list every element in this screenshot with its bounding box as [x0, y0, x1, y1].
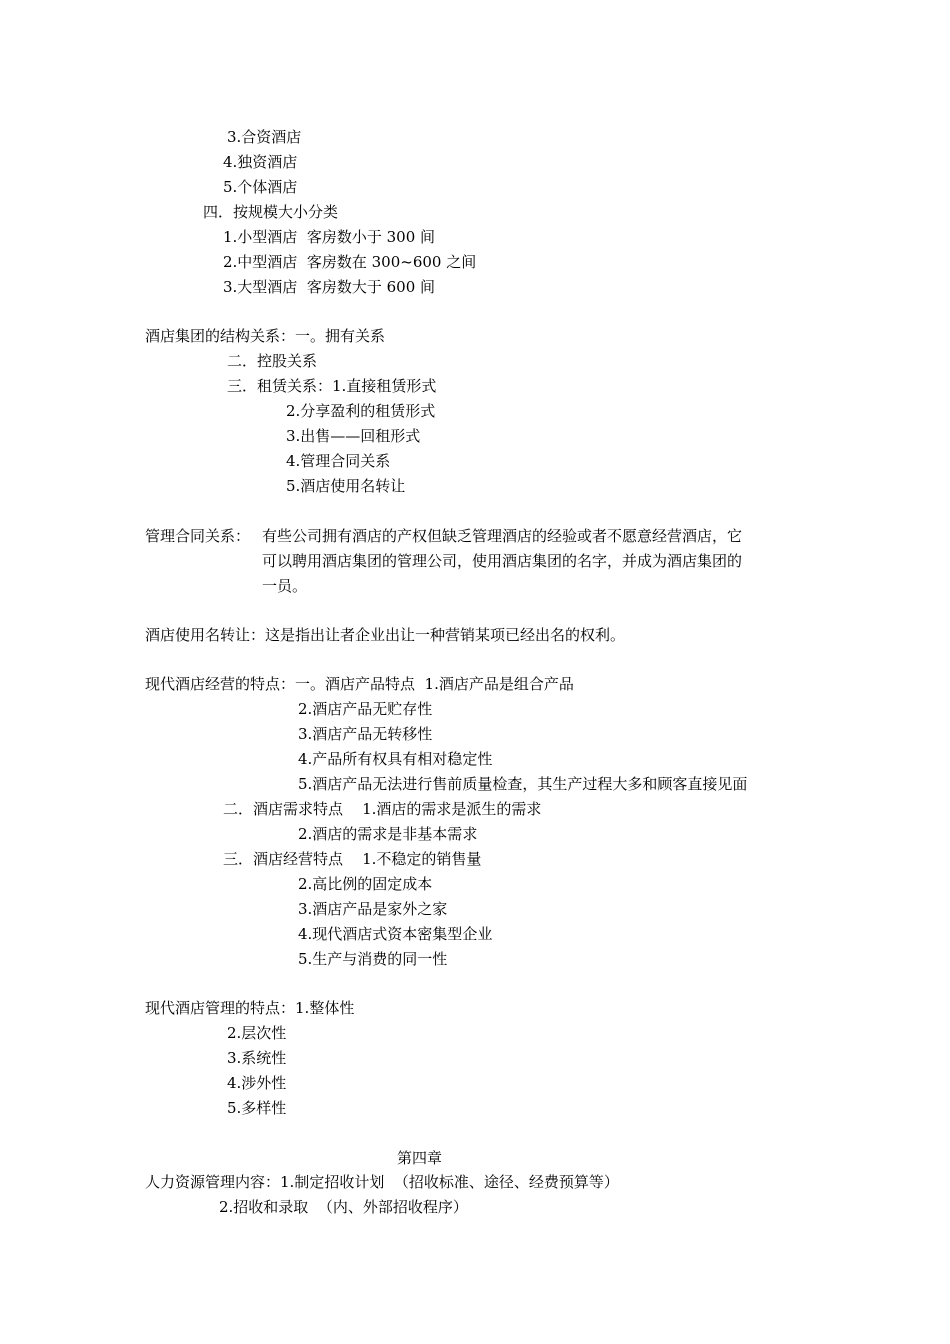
- list-item: 3.酒店产品无转移性: [298, 725, 433, 743]
- list-item: 4.独资酒店: [223, 153, 298, 171]
- section-heading: 四．按规模大小分类: [203, 203, 339, 221]
- list-item: 二．酒店需求特点 1.酒店的需求是派生的需求: [223, 800, 542, 818]
- list-item: 三．酒店经营特点 1.不稳定的销售量: [223, 850, 482, 868]
- list-item: 5.个体酒店: [223, 178, 298, 196]
- list-item: 2.酒店的需求是非基本需求: [298, 825, 478, 843]
- list-item: 2.层次性: [227, 1024, 287, 1042]
- list-item: 3.合资酒店: [227, 128, 302, 146]
- list-item: 5.酒店使用名转让: [286, 477, 406, 495]
- list-item: 3.大型酒店 客房数大于 600 间: [223, 278, 436, 296]
- list-item: 3.酒店产品是家外之家: [298, 900, 448, 918]
- paragraph-heading: 人力资源管理内容：1.制定招收计划 （招收标准、途径、经费预算等）: [145, 1173, 619, 1191]
- list-item: 5.生产与消费的同一性: [298, 950, 448, 968]
- paragraph-text: 有些公司拥有酒店的产权但缺乏管理酒店的经验或者不愿意经营酒店，它: [262, 527, 743, 545]
- paragraph-text: 一员。: [262, 577, 308, 595]
- list-item: 二．控股关系: [227, 352, 318, 370]
- paragraph-heading: 现代酒店管理的特点：1.整体性: [145, 999, 355, 1017]
- paragraph-heading: 酒店集团的结构关系：一。拥有关系: [145, 327, 386, 345]
- list-item: 5.酒店产品无法进行售前质量检查，其生产过程大多和顾客直接见面: [298, 775, 748, 793]
- list-item: 5.多样性: [227, 1099, 287, 1117]
- chapter-title: 第四章: [397, 1149, 443, 1167]
- list-item: 3.出售——回租形式: [286, 427, 421, 445]
- list-item: 4.现代酒店式资本密集型企业: [298, 925, 493, 943]
- list-item: 2.高比例的固定成本: [298, 875, 433, 893]
- paragraph-heading: 现代酒店经营的特点：一。酒店产品特点 1.酒店产品是组合产品: [145, 675, 574, 693]
- list-item: 1.小型酒店 客房数小于 300 间: [223, 228, 436, 246]
- paragraph-text: 酒店使用名转让：这是指出让者企业出让一种营销某项已经出名的权利。: [145, 626, 626, 644]
- paragraph-term: 管理合同关系：: [145, 527, 251, 545]
- list-item: 4.涉外性: [227, 1074, 287, 1092]
- list-item: 4.管理合同关系: [286, 452, 391, 470]
- list-item: 三．租赁关系：1.直接租赁形式: [227, 377, 437, 395]
- list-item: 4.产品所有权具有相对稳定性: [298, 750, 493, 768]
- list-item: 2.招收和录取 （内、外部招收程序）: [219, 1198, 468, 1216]
- list-item: 2.酒店产品无贮存性: [298, 700, 433, 718]
- list-item: 3.系统性: [227, 1049, 287, 1067]
- list-item: 2.中型酒店 客房数在 300~600 之间: [223, 253, 477, 271]
- paragraph-text: 可以聘用酒店集团的管理公司，使用酒店集团的名字，并成为酒店集团的: [262, 552, 743, 570]
- list-item: 2.分享盈利的租赁形式: [286, 402, 436, 420]
